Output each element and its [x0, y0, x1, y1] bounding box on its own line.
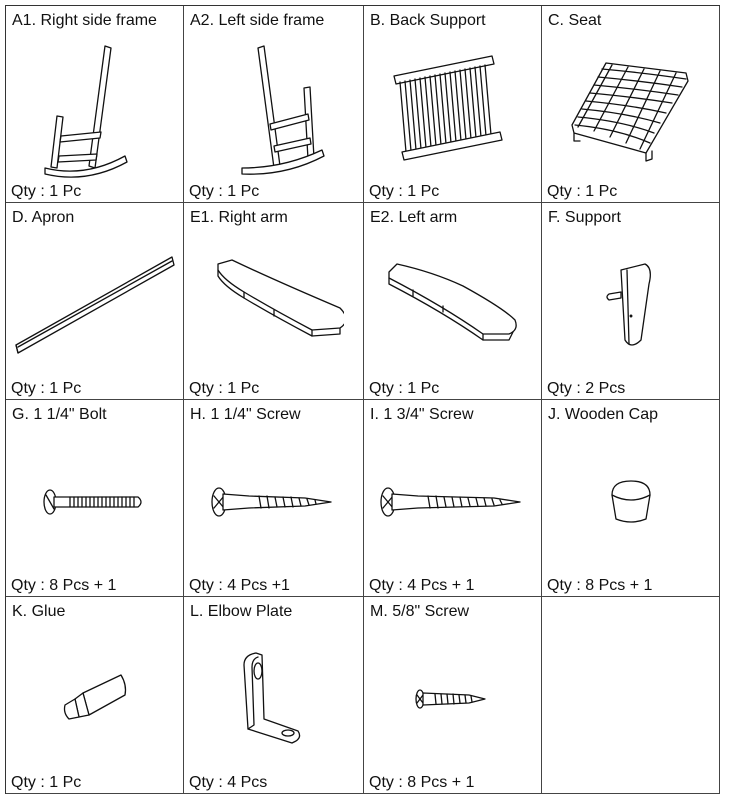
part-label: J. Wooden Cap — [548, 406, 658, 423]
part-qty: Qty : 1 Pc — [11, 774, 82, 791]
part-label: K. Glue — [12, 603, 66, 620]
parts-list-table — [5, 5, 720, 794]
part-cell-j — [542, 400, 720, 597]
screw-icon — [184, 429, 363, 575]
part-cell-e1 — [184, 203, 364, 400]
part-cell-c — [542, 6, 720, 203]
elbow-plate-icon — [184, 626, 363, 772]
part-qty: Qty : 4 Pcs — [189, 774, 268, 791]
parts-row — [6, 203, 720, 400]
part-qty: Qty : 1 Pc — [189, 380, 260, 397]
part-qty: Qty : 8 Pcs + 1 — [369, 774, 475, 791]
part-qty: Qty : 2 Pcs — [547, 380, 626, 397]
part-qty: Qty : 4 Pcs + 1 — [369, 577, 475, 594]
part-cell-k — [6, 597, 184, 794]
right-arm-icon — [184, 232, 363, 378]
part-cell-i — [364, 400, 542, 597]
right-side-frame-icon — [6, 35, 183, 181]
part-label: D. Apron — [12, 209, 75, 226]
part-cell-a2 — [184, 6, 364, 203]
glue-icon — [6, 626, 183, 772]
parts-row — [6, 6, 720, 203]
apron-icon — [6, 232, 183, 378]
part-label: L. Elbow Plate — [190, 603, 293, 620]
part-label: M. 5/8" Screw — [370, 603, 470, 620]
part-cell-b — [364, 6, 542, 203]
part-cell-g — [6, 400, 184, 597]
parts-row — [6, 597, 720, 794]
part-qty: Qty : 1 Pc — [369, 380, 440, 397]
wooden-cap-icon — [542, 429, 719, 575]
part-qty: Qty : 1 Pc — [369, 183, 440, 200]
left-arm-icon — [364, 232, 541, 378]
long-screw-icon — [364, 429, 541, 575]
part-cell-l — [184, 597, 364, 794]
bolt-icon — [6, 429, 183, 575]
part-cell-d — [6, 203, 184, 400]
back-support-icon — [364, 35, 541, 181]
part-label: H. 1 1/4" Screw — [190, 406, 301, 423]
part-cell-f — [542, 203, 720, 400]
part-cell-empty — [542, 597, 720, 794]
part-qty: Qty : 1 Pc — [11, 183, 82, 200]
part-cell-e2 — [364, 203, 542, 400]
part-label: I. 1 3/4" Screw — [370, 406, 474, 423]
part-qty: Qty : 1 Pc — [547, 183, 618, 200]
part-qty: Qty : 8 Pcs + 1 — [547, 577, 653, 594]
part-label: E1. Right arm — [190, 209, 288, 226]
part-label: E2. Left arm — [370, 209, 458, 226]
part-label: A2. Left side frame — [190, 12, 325, 29]
part-label: C. Seat — [548, 12, 602, 29]
left-side-frame-icon — [184, 35, 363, 181]
part-label — [542, 597, 719, 626]
part-label: F. Support — [548, 209, 621, 226]
part-label: B. Back Support — [370, 12, 486, 29]
part-cell-a1 — [6, 6, 184, 203]
part-cell-m — [364, 597, 542, 794]
part-qty: Qty : 1 Pc — [189, 183, 260, 200]
part-qty — [542, 772, 719, 793]
part-label: G. 1 1/4" Bolt — [12, 406, 107, 423]
part-cell-h — [184, 400, 364, 597]
parts-row — [6, 400, 720, 597]
support-icon — [542, 232, 719, 378]
short-screw-icon — [364, 626, 541, 772]
part-qty: Qty : 8 Pcs + 1 — [11, 577, 117, 594]
part-qty: Qty : 4 Pcs +1 — [189, 577, 290, 594]
part-label: A1. Right side frame — [12, 12, 157, 29]
empty-image-area — [542, 626, 719, 772]
seat-icon — [542, 35, 719, 181]
part-qty: Qty : 1 Pc — [11, 380, 82, 397]
